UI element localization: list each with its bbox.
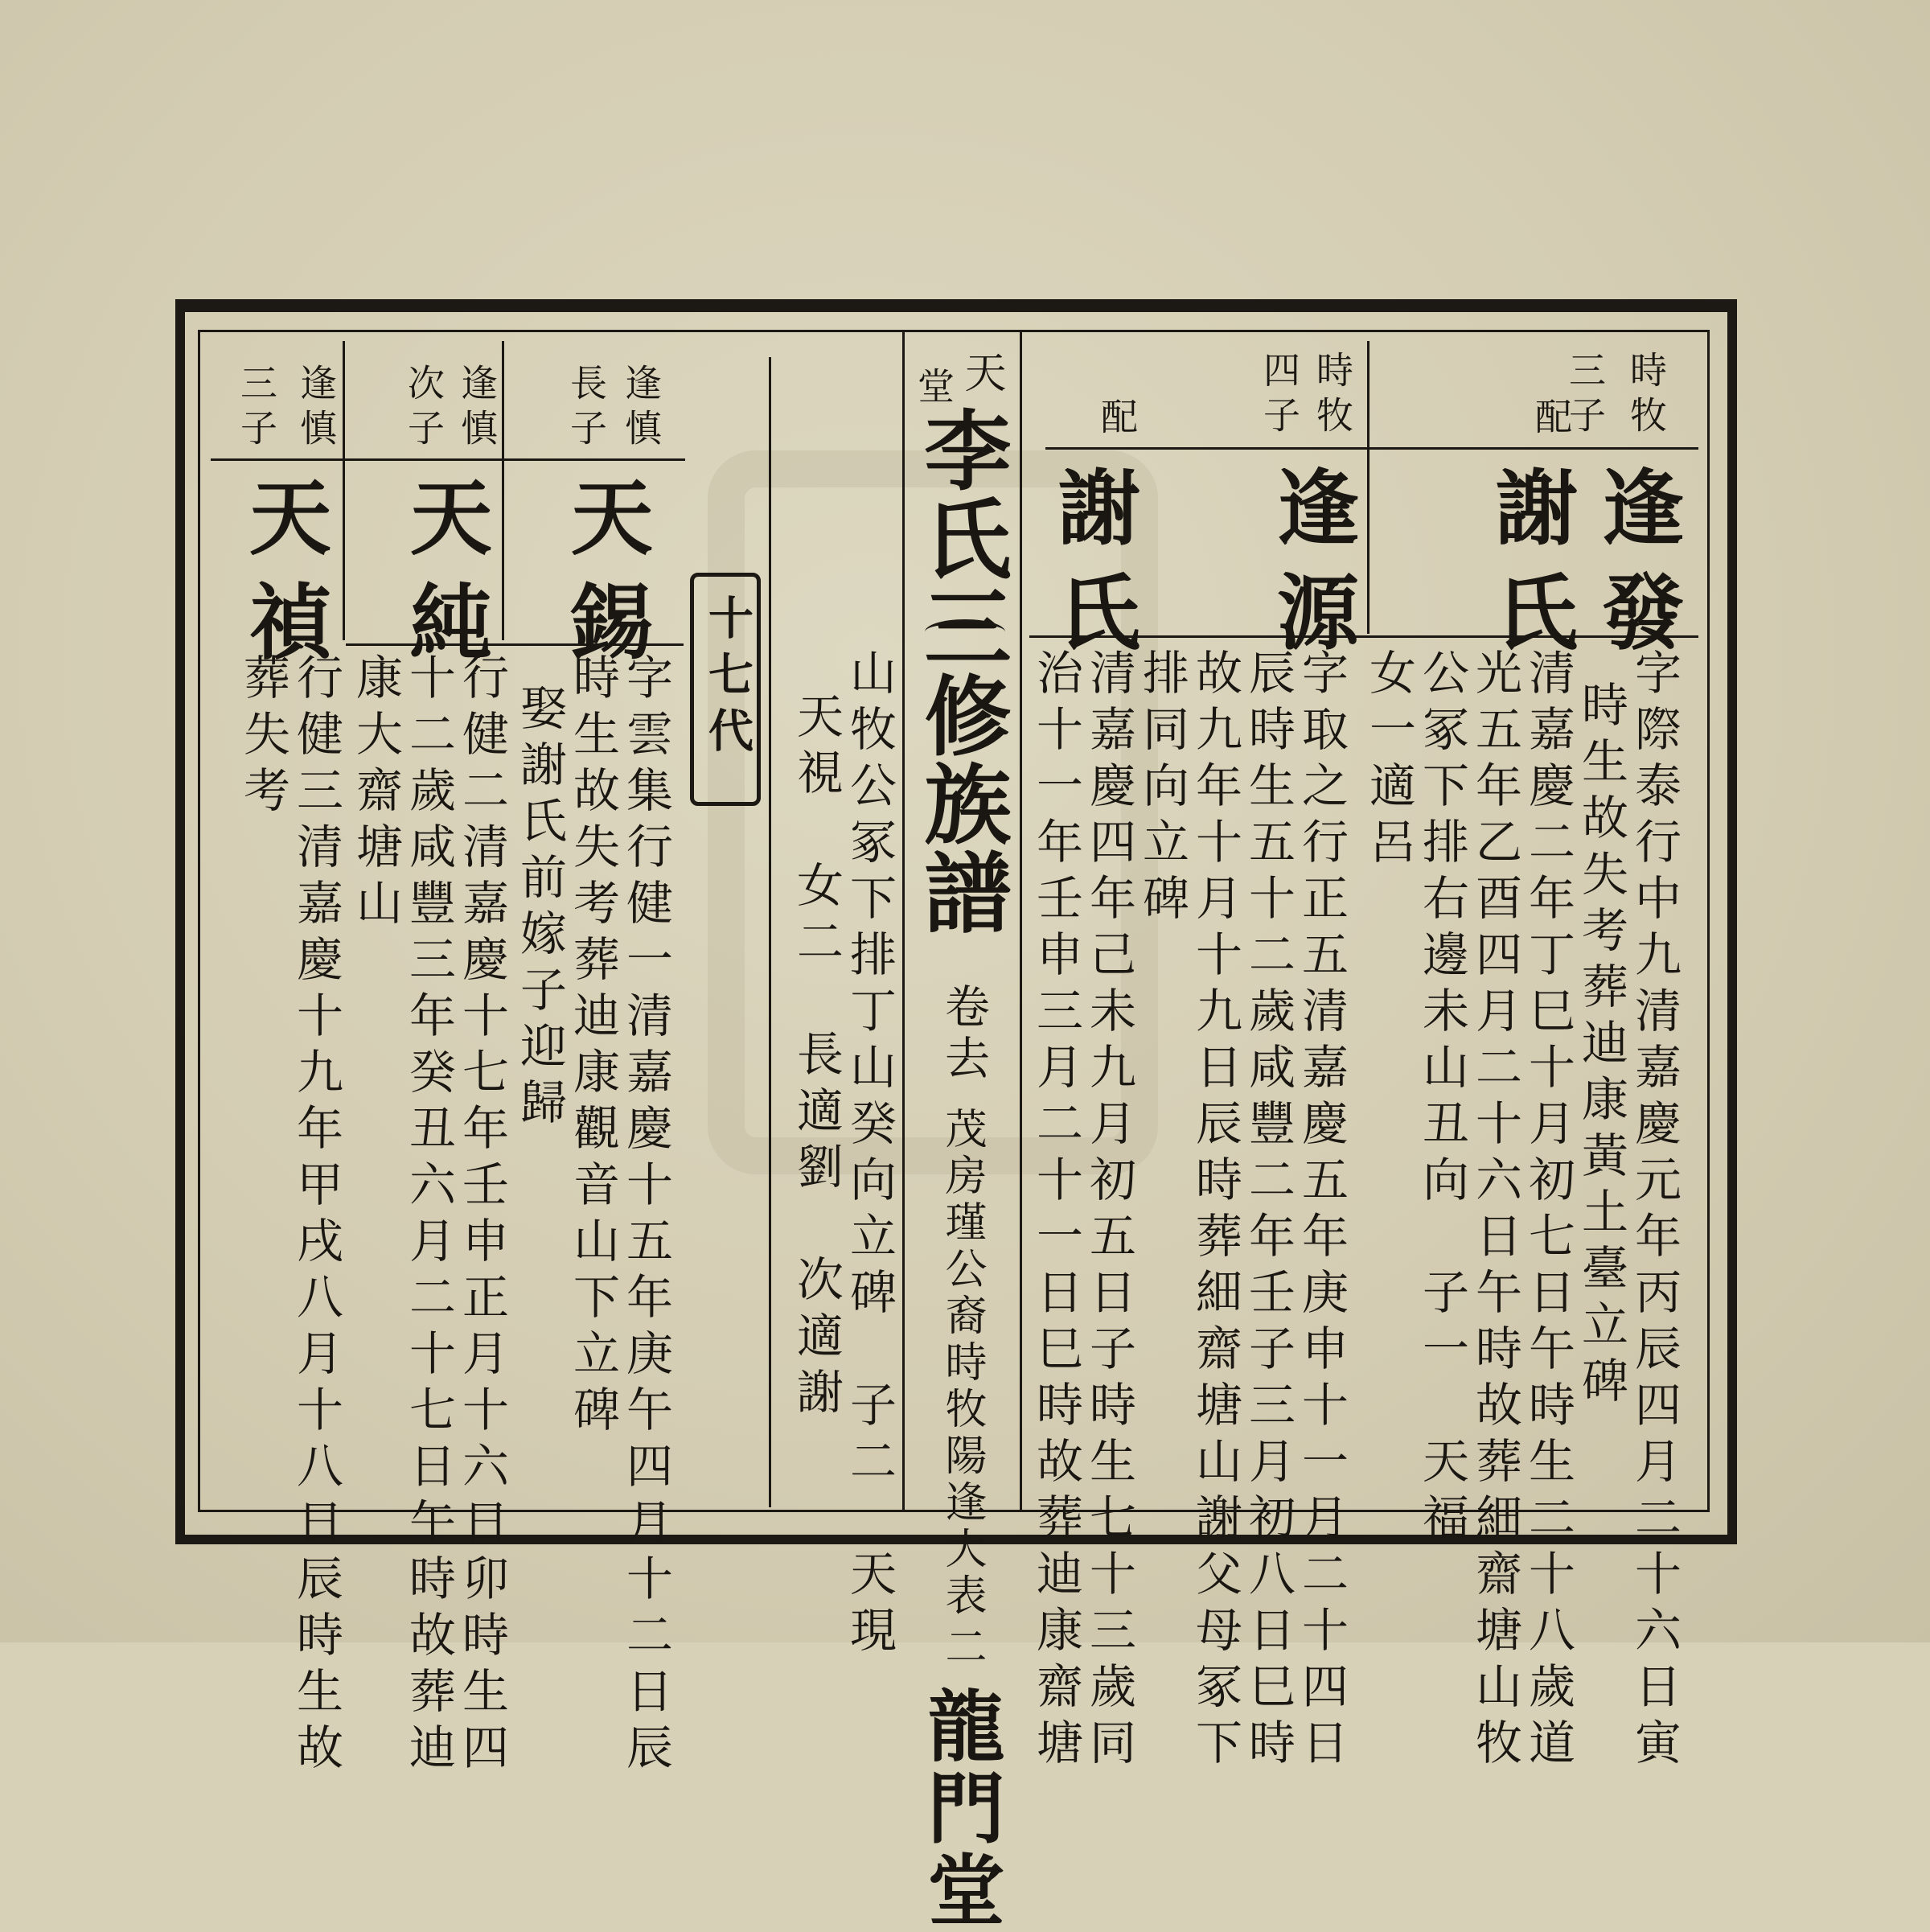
title-bracket-mark	[925, 619, 1005, 644]
l3-header-b: 三子	[235, 364, 278, 454]
r2-name: 逢源	[1263, 465, 1360, 674]
center-left-rule	[902, 330, 905, 1512]
hall-top-char: 天	[957, 351, 1005, 393]
l2-header-b: 次子	[402, 364, 446, 454]
l-text-6: 康大齋塘山	[348, 653, 403, 935]
l2-name: 天純	[396, 475, 493, 684]
l-text-5: 十二歲咸豐三年癸丑六月二十七日午時故葬迪	[401, 653, 456, 1779]
center-right-rule	[1020, 330, 1022, 1512]
r-text-8: 辰時生五十二歲咸豐二年壬子三月初八日巳時	[1241, 648, 1296, 1774]
l-text-8: 葬失考	[236, 653, 290, 822]
r-text-6: 女一適呂	[1361, 648, 1416, 874]
l1-header-b: 長子	[565, 364, 608, 454]
left-misc-divider	[769, 357, 771, 1507]
right-col-divider	[1367, 341, 1369, 634]
l1-name: 天錫	[557, 475, 654, 684]
l-text-4: 行健二清嘉慶十七年壬申正月十六日卯時生四	[454, 653, 509, 1779]
r-text-3: 清嘉慶二年丁巳十月初七日午時生二十八歲道	[1521, 648, 1575, 1774]
r-text-5: 公冢下排右邊未山丑向 子一 天福	[1415, 648, 1469, 1549]
r1-header-a: 時牧	[1624, 351, 1668, 441]
r2-header-c: 配	[1095, 397, 1139, 442]
r-text-7: 字取之行正五清嘉慶五年庚申十一月二十四日	[1294, 648, 1349, 1774]
r1-name: 逢發	[1588, 465, 1685, 674]
left-col-divider-2	[343, 341, 345, 640]
l-misc-2: 天視 女二 長適劉 次適謝	[789, 692, 844, 1424]
left-col-divider-1	[502, 341, 504, 640]
hall-name: 龍門堂	[915, 1686, 1006, 1932]
r-text-9: 故九年十月十九日辰時葬細齋塘山謝父母冢下	[1188, 648, 1242, 1774]
l-text-2: 時生故失考葬迪康觀音山下立碑	[565, 653, 620, 1441]
right-header-rule	[1045, 447, 1698, 450]
r1-spouse: 謝氏	[1482, 465, 1579, 674]
r-text-4: 光五年乙酉四月二十六日午時故葬細齋塘山牧	[1468, 648, 1522, 1774]
r1-header-c: 配	[1530, 397, 1573, 442]
r-text-12: 治十一年壬申三月二十一日巳時故葬迪康齋塘	[1029, 648, 1083, 1774]
section-label: 茂房瑾公裔時牧陽逢大表	[938, 1107, 986, 1620]
generation-label: 十七代	[701, 594, 754, 763]
generation-label-box	[690, 573, 761, 806]
l3-header-a: 逢慎	[294, 364, 338, 454]
hall-side-char: 堂	[912, 367, 955, 404]
r2-spouse: 謝氏	[1045, 465, 1141, 674]
l1-header-a: 逢慎	[619, 364, 663, 454]
l-misc-1: 山牧公冢下排丁山癸向立碑 子二 天現	[842, 648, 897, 1662]
l3-name: 天禎	[236, 475, 332, 684]
l-text-1: 字雲集行健一清嘉慶十五年庚午四月十二日辰	[618, 653, 673, 1779]
r-text-2: 時生故失考葬迪康黃土臺立碑	[1574, 680, 1628, 1412]
r-text-10: 排同向立碑	[1135, 648, 1189, 930]
volume-label: 卷去	[938, 983, 990, 1086]
l-text-3: 娶謝氏前嫁子迎歸	[512, 684, 567, 1134]
r-text-11: 清嘉慶四年己未九月初五日子時生七十三歲同	[1082, 648, 1136, 1774]
l-text-7: 行健三清嘉慶十九年甲戌八月十八日辰時生故	[289, 653, 343, 1779]
center-title-strip	[909, 335, 1011, 1932]
book-title: 李氏三修族譜	[910, 405, 1011, 936]
r-text-1: 字際泰行中九清嘉慶元年丙辰四月二十六日寅	[1627, 648, 1682, 1774]
left-header-rule	[211, 458, 685, 461]
r2-header-b: 四子	[1258, 351, 1301, 441]
l2-header-a: 逢慎	[455, 364, 499, 454]
page-number: 二	[938, 1625, 986, 1667]
r2-header-a: 時牧	[1311, 351, 1354, 441]
r1-header-b: 三子	[1563, 351, 1607, 441]
